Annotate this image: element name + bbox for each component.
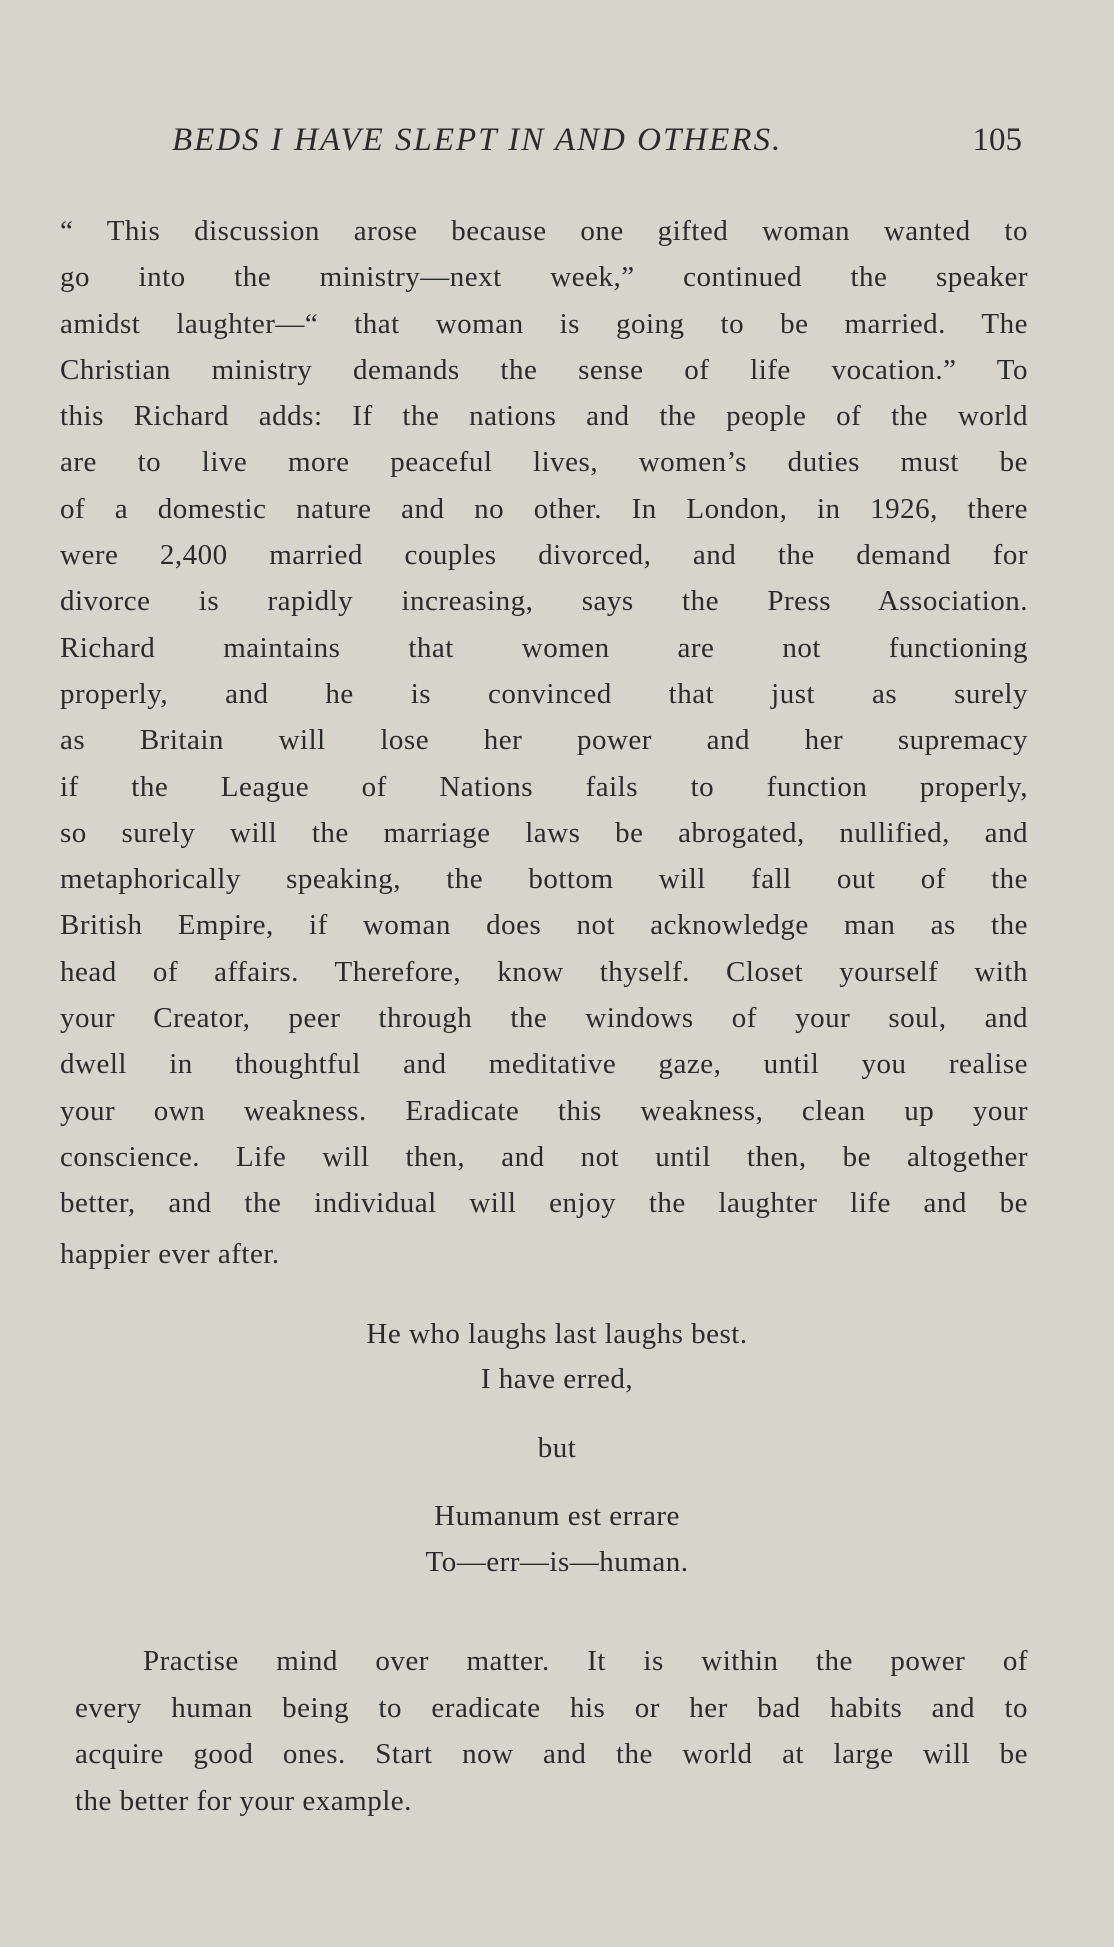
text-line: as Britain will lose her power and her supremacy — [60, 724, 1028, 757]
text-line: the better for your example. — [75, 1784, 412, 1817]
verse-line: To—err—is—human. — [425, 1546, 689, 1578]
text-line: this Richard adds: If the nations and the people of the world — [60, 400, 1028, 433]
text-line: Christian ministry demands the sense of life vocation.” To — [60, 353, 1028, 386]
page-header — [172, 122, 1022, 170]
text-line: British Empire, if woman does not acknowledge man as the — [60, 909, 1028, 942]
text-line: dwell in thoughtful and meditative gaze, until you realise — [60, 1048, 1028, 1081]
text-line: are to live more peaceful lives, women’s duties must be — [60, 446, 1028, 479]
verse-line: but — [537, 1432, 577, 1464]
text-line: better, and the individual will enjoy the laughter life and be — [60, 1187, 1028, 1220]
text-line: metaphorically speaking, the bottom will fall out of the — [60, 863, 1028, 896]
verse-line: He who laughs last laughs best. — [366, 1318, 748, 1350]
running-title: BEDS I HAVE SLEPT IN AND OTHERS. — [172, 122, 783, 158]
paragraph-2 — [75, 1638, 1028, 1824]
text-line: go into the ministry—next week,” continued the speaker — [60, 261, 1028, 294]
verse-line: Humanum est errare — [434, 1500, 680, 1532]
text-line: your Creator, peer through the windows of your soul, and — [60, 1002, 1028, 1035]
text-line: amidst laughter—“ that woman is going to be married. The — [60, 307, 1028, 340]
text-line: Richard maintains that women are not functioning — [60, 631, 1028, 664]
text-line: happier ever after. — [60, 1237, 280, 1270]
text-line: your own weakness. Eradicate this weakness, clean up your — [60, 1094, 1028, 1127]
text-line: head of affairs. Therefore, know thyself. Closet yourself with — [60, 955, 1028, 988]
text-line: of a domestic nature and no other. In London, in 1926, there — [60, 492, 1028, 525]
text-line: properly, and he is convinced that just as surely — [60, 677, 1028, 710]
text-line: so surely will the marriage laws be abrogated, nullified, and — [60, 816, 1028, 849]
text-line: conscience. Life will then, and not until then, be altogether — [60, 1140, 1028, 1173]
text-line: Practise mind over matter. It is within the power of — [143, 1645, 1028, 1677]
text-line: “ This discussion arose because one gifted woman wanted to — [60, 215, 1028, 247]
text-line: were 2,400 married couples divorced, and the demand for — [60, 539, 1028, 572]
paragraph-1 — [60, 208, 1028, 1277]
text-line: divorce is rapidly increasing, says the Press Association. — [60, 585, 1028, 618]
text-line: acquire good ones. Start now and the world at large will be — [75, 1738, 1028, 1770]
text-line: if the League of Nations fails to function properly, — [60, 770, 1028, 803]
page-number: 105 — [972, 122, 1022, 158]
verse-line: I have erred, — [480, 1363, 634, 1395]
text-line: every human being to eradicate his or her bad habits and to — [75, 1691, 1028, 1724]
